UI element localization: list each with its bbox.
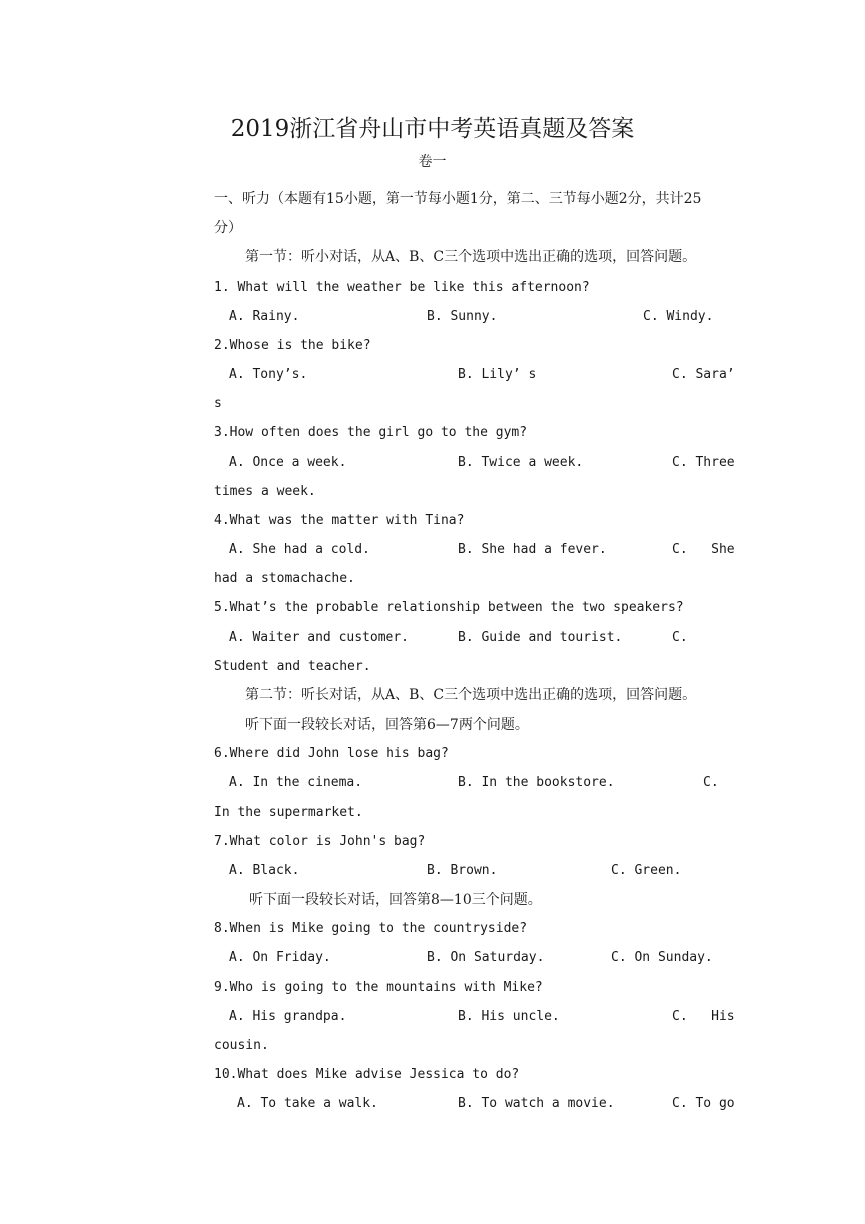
page-title: 2019浙江省舟山市中考英语真题及答案	[230, 116, 635, 142]
q6-option-c-cont: In the supermarket.	[214, 805, 363, 820]
q6-option-c: C.	[703, 775, 719, 790]
question-4: 4.What was the matter with Tina?	[214, 513, 465, 528]
part2-sub-instruction-2: 听下面一段较长对话，回答第8—10三个问题。	[249, 892, 542, 908]
q6-option-b: B. In the bookstore.	[458, 775, 615, 790]
q2-option-b: B. Lily’ s	[458, 367, 537, 382]
q1-option-b: B. Sunny.	[427, 309, 498, 324]
q9-option-a: A. His grandpa.	[229, 1009, 347, 1024]
q8-option-a: A. On Friday.	[229, 950, 331, 965]
section-heading: 一、听力（本题有15小题，第一节每小题1分，第二、三节每小题2分，共计25	[214, 191, 702, 207]
question-10: 10.What does Mike advise Jessica to do?	[214, 1067, 520, 1082]
q1-option-a: A. Rainy.	[229, 309, 300, 324]
q10-option-b: B. To watch a movie.	[458, 1096, 615, 1111]
q10-option-c: C. To go	[672, 1096, 735, 1111]
part2-instruction: 第二节：听长对话，从A、B、C三个选项中选出正确的选项，回答问题。	[245, 687, 697, 703]
q4-option-a: A. She had a cold.	[229, 542, 370, 557]
q2-option-c-cont: s	[214, 396, 222, 411]
q3-option-b: B. Twice a week.	[458, 455, 584, 470]
q8-option-c: C. On Sunday.	[611, 950, 713, 965]
question-1: 1. What will the weather be like this afternoon?	[214, 280, 590, 295]
q5-option-b: B. Guide and tourist.	[458, 630, 623, 645]
q4-option-c: C. She	[672, 542, 735, 557]
q1-option-c: C. Windy.	[643, 309, 714, 324]
section-heading-cont: 分）	[214, 220, 242, 236]
question-9: 9.Who is going to the mountains with Mike?	[214, 980, 543, 995]
q5-option-a: A. Waiter and customer.	[229, 630, 410, 645]
q7-option-c: C. Green.	[611, 863, 682, 878]
q9-option-c: C. His	[672, 1009, 735, 1024]
volume-label: 卷一	[418, 154, 447, 170]
q5-option-c: C.	[672, 630, 688, 645]
q4-option-b: B. She had a fever.	[458, 542, 607, 557]
q3-option-a: A. Once a week.	[229, 455, 347, 470]
q6-option-a: A. In the cinema.	[229, 775, 363, 790]
q2-option-a: A. Tony’s.	[229, 367, 308, 382]
q5-option-c-cont: Student and teacher.	[214, 659, 371, 674]
question-5: 5.What’s the probable relationship between the two speakers?	[214, 600, 684, 615]
q2-option-c: C. Sara’	[672, 367, 735, 382]
question-6: 6.Where did John lose his bag?	[214, 746, 449, 761]
q9-option-b: B. His uncle.	[458, 1009, 560, 1024]
part2-sub-instruction-1: 听下面一段较长对话，回答第6—7两个问题。	[245, 717, 529, 733]
part1-instruction: 第一节：听小对话，从A、B、C三个选项中选出正确的选项，回答问题。	[245, 249, 697, 265]
question-8: 8.When is Mike going to the countryside?	[214, 921, 528, 936]
question-3: 3.How often does the girl go to the gym?	[214, 425, 528, 440]
q7-option-a: A. Black.	[229, 863, 300, 878]
q9-option-c-cont: cousin.	[214, 1038, 269, 1053]
q4-option-c-cont: had a stomachache.	[214, 571, 355, 586]
q10-option-a: A. To take a walk.	[237, 1096, 378, 1111]
q8-option-b: B. On Saturday.	[427, 950, 545, 965]
question-7: 7.What color is John's bag?	[214, 834, 426, 849]
q3-option-c-cont: times a week.	[214, 484, 316, 499]
question-2: 2.Whose is the bike?	[214, 338, 371, 353]
q3-option-c: C. Three	[672, 455, 735, 470]
q7-option-b: B. Brown.	[427, 863, 498, 878]
